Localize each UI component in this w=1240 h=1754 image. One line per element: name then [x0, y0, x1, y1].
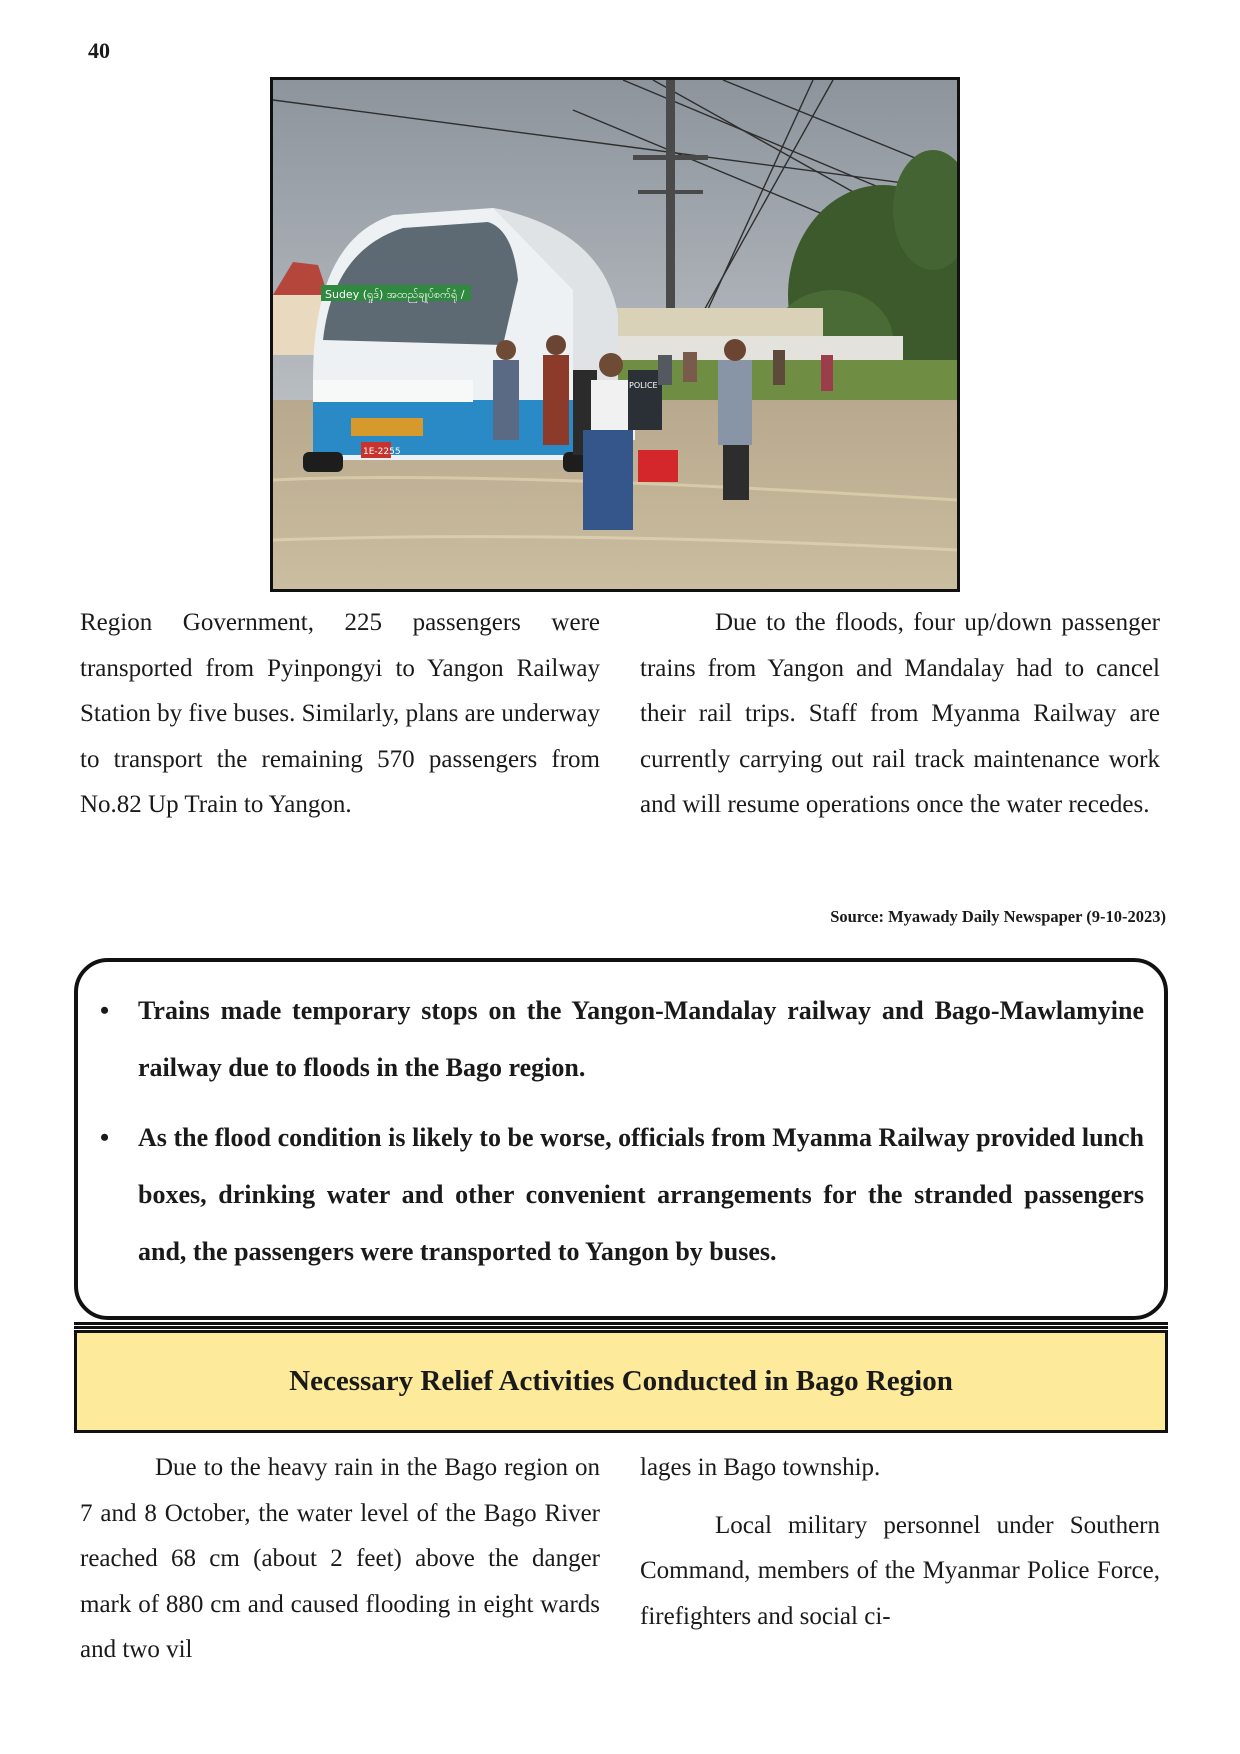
summary-bullet: • As the flood condition is likely to be worse, officials from Myanma Railway provided lunch boxes, drinking water and other convenient arrangements for the stranded passengers and, the passengers were transported to Yangon by buses.	[138, 1109, 1144, 1280]
article1-left-text: Region Government, 225 passengers were transported from Pyinpongyi to Yangon Railway Station by five buses. Similarly, plans are underway to transport the remaining 570 passengers from No.82 Up Train to Yangon.	[80, 609, 600, 818]
summary-bullet: • Trains made temporary stops on the Yangon-Mandalay railway and Bago-Mawlamyine railway due to floods in the Bago region.	[138, 982, 1144, 1096]
article1-left-column	[80, 600, 600, 828]
source-citation: Source: Myawady Daily Newspaper (9-10-2023)	[830, 907, 1166, 926]
vest-text: POLICE	[629, 381, 658, 390]
article2-left-text: Due to the heavy rain in the Bago region on 7 and 8 October, the water level of the Bago River reached 68 cm (about 2 feet) above the danger mark of 880 cm and caused flooding in eight wards and two vil	[80, 1454, 600, 1663]
article2-right-column	[640, 1445, 1160, 1639]
article1-right-text: Due to the floods, four up/down passenger trains from Yangon and Mandalay had to cancel their rail trips. Staff from Myanma Railway are currently carrying out rail track maintenance work and will resume operations once the water recedes.	[640, 609, 1160, 818]
section-title: Necessary Relief Activities Conducted in Bago Region	[289, 1365, 953, 1397]
page-number: 40	[88, 38, 110, 63]
article2-right-text-2: Local military personnel under Southern Command, members of the Myanmar Police Force, firefighters and social ci-	[640, 1511, 1160, 1630]
summary-callout-box	[74, 958, 1168, 1320]
article1-right-column	[640, 600, 1160, 828]
photo-illustration	[273, 80, 957, 589]
summary-bullet-list	[100, 982, 1144, 1280]
bus-flood-photo	[270, 77, 960, 592]
bus-sign-text: Sudey (ရှုဒ်) အထည်ချုပ်စက်ရုံ /	[325, 288, 465, 301]
section-title-banner	[74, 1330, 1168, 1433]
plate-text: 1E-2255	[363, 447, 401, 457]
article2-right-text-1: lages in Bago township.	[640, 1454, 881, 1481]
section-divider	[74, 1322, 1168, 1329]
article2-left-column	[80, 1445, 600, 1673]
